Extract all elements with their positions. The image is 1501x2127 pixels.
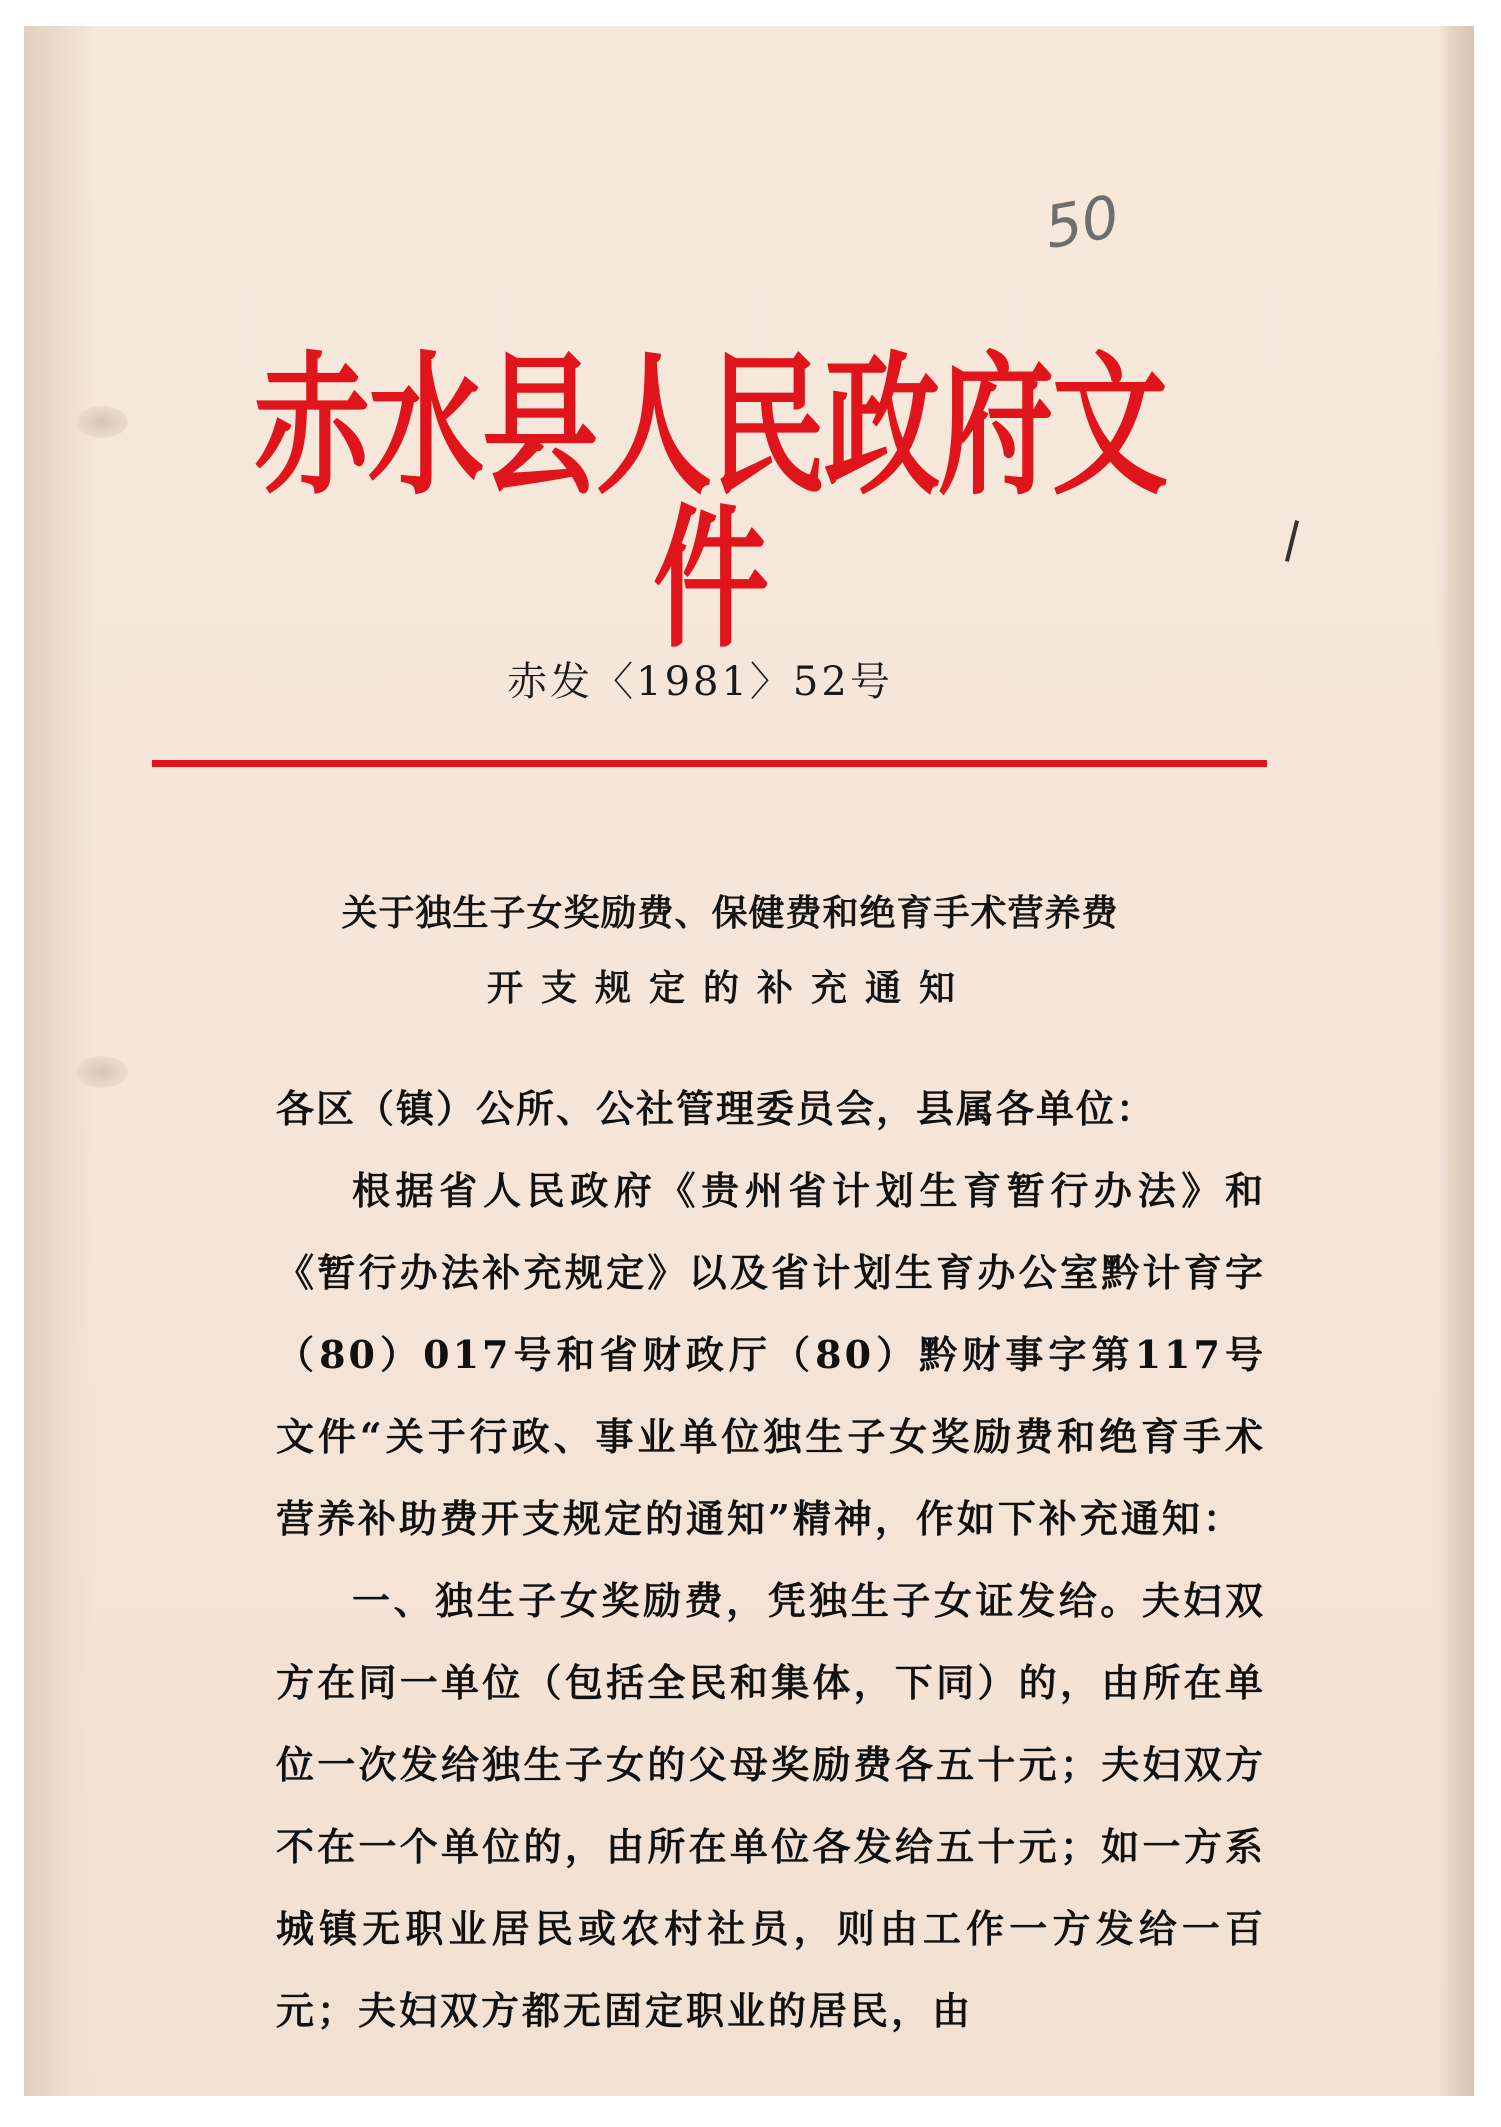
document-title-line-2: 开支规定的补充通知 <box>486 967 973 1009</box>
handwritten-page-number: 50 <box>1039 182 1125 262</box>
document-title-line-1: 关于独生子女奖励费、保健费和绝育手术营养费 <box>341 892 1119 934</box>
document-body <box>276 1150 1266 2052</box>
addressee: 各区（镇）公所、公社管理委员会，县属各单位： <box>276 1086 1157 1131</box>
document-masthead: 赤水县人民政府文件 <box>254 336 1166 670</box>
document-number: 赤发〈1981〉52号 <box>507 659 893 705</box>
body-paragraph: 根据省人民政府《贵州省计划生育暂行办法》和《暂行办法补充规定》以及省计划生育办公室黔计育字（80）017号和省财政厅（80）黔财事字第117号文件“关于行政、事业单位独生子女奖励费和绝育手术营养补助费开支规定的通知”精神，作如下补充通知： <box>276 1168 1266 1541</box>
page-edge <box>1438 26 1474 2096</box>
binding-hole <box>76 406 128 438</box>
body-paragraph: 一、独生子女奖励费，凭独生子女证发给。夫妇双方在同一单位（包括全民和集体，下同）的，由所在单位一次发给独生子女的父母奖励费各五十元；夫妇双方不在一个单位的，由所在单位各发给五十元；如一方系城镇无职业居民或农村社员，则由工作一方发给一百元；夫妇双方都无固定职业的居民，由 <box>276 1578 1266 2033</box>
red-divider-line <box>152 760 1267 767</box>
binding-hole <box>76 1056 128 1088</box>
